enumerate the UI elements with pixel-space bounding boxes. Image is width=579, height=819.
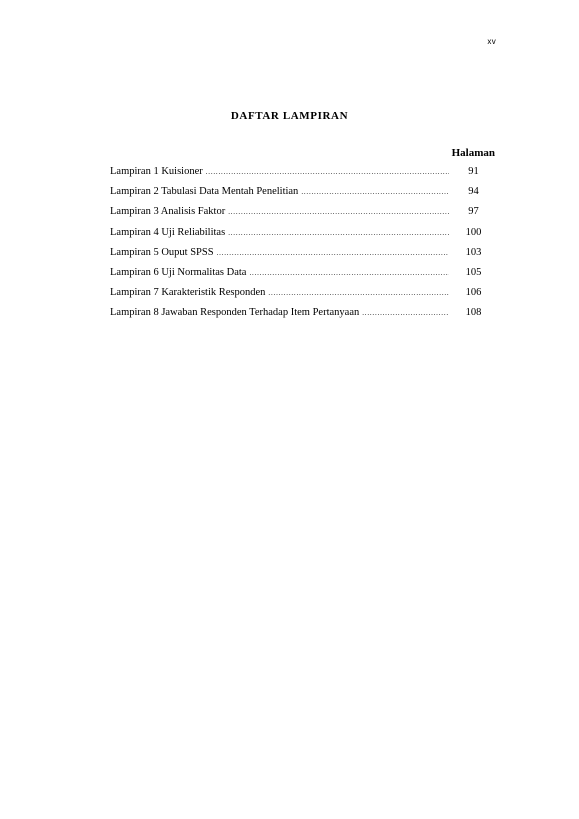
appendix-label: Lampiran 8 Jawaban Responden Terhadap Item Pertanyaan: [110, 307, 360, 319]
page-column-header: Halaman: [451, 147, 495, 159]
appendix-label: Lampiran 6 Uji Normalitas Data: [110, 266, 247, 278]
appendix-label: Lampiran 5 Ouput SPSS: [110, 246, 214, 258]
page-number: xv: [487, 37, 496, 46]
page-title: DAFTAR LAMPIRAN: [230, 110, 349, 122]
list-item: [110, 206, 495, 226]
list-item: [110, 166, 495, 186]
dot-leader: [268, 289, 449, 297]
dot-leader: [206, 168, 449, 176]
appendix-page: 94: [468, 186, 479, 198]
appendix-page: 91: [468, 166, 479, 177]
dot-leader: [217, 249, 449, 257]
appendix-label: Lampiran 3 Analisis Faktor: [110, 206, 226, 218]
list-item: [110, 247, 495, 267]
dot-leader: [362, 309, 449, 317]
appendix-page: 100: [465, 226, 482, 238]
appendix-page: 105: [465, 266, 482, 278]
appendix-page: 103: [465, 246, 482, 258]
dot-leader: [228, 208, 449, 216]
list-item: [110, 307, 495, 327]
appendix-label: Lampiran 7 Karakteristik Responden: [110, 287, 266, 299]
dot-leader: [228, 229, 449, 237]
dot-leader: [301, 188, 449, 196]
appendix-page: 108: [465, 307, 482, 319]
dot-leader: [249, 269, 449, 277]
appendix-list: [110, 166, 495, 328]
list-item: [110, 186, 495, 206]
appendix-page: 106: [465, 287, 482, 299]
appendix-page: 97: [468, 206, 479, 218]
list-item: [110, 267, 495, 287]
appendix-label: Lampiran 2 Tabulasi Data Mentah Penelitian: [110, 186, 299, 198]
list-item: [110, 227, 495, 247]
appendix-label: Lampiran 4 Uji Reliabilitas: [110, 226, 226, 238]
appendix-label: Lampiran 1 Kuisioner: [110, 166, 203, 177]
list-item: [110, 287, 495, 307]
